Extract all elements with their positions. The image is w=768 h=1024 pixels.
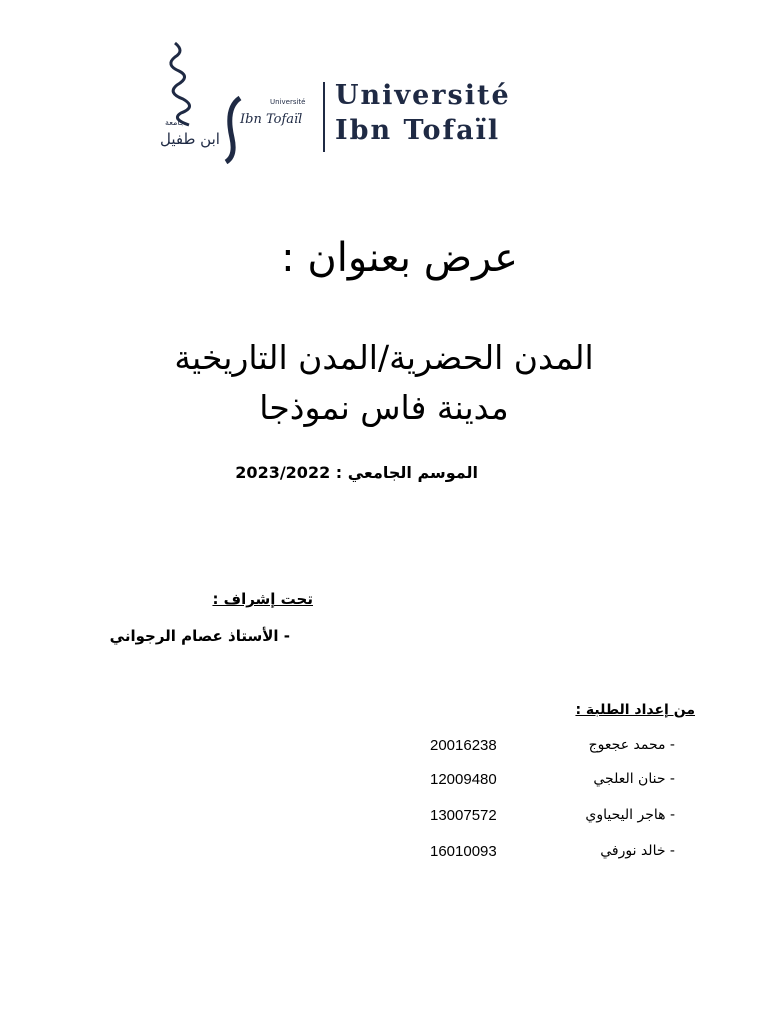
logo-divider [323,82,325,152]
subtitle-line-2: مدينة فاس نموذجا [259,388,509,427]
student-id: 13007572 [430,807,497,824]
subtitle-line-1: المدن الحضرية/المدن التاريخية [174,338,594,377]
student-name: - هاجر اليحياوي [585,807,675,823]
academic-season: الموسم الجامعي : 2023/2022 [235,463,478,482]
student-name: - خالد نورفي [600,843,675,859]
page-title: عرض بعنوان : [281,235,518,281]
students-heading: من إعداد الطلبة : [575,702,695,718]
student-id: 16010093 [430,843,497,860]
student-row [0,771,768,793]
student-name: - حنان العلجي [593,771,675,787]
student-id: 20016238 [430,737,497,754]
logo-latin-small: Université [270,98,306,106]
student-row [0,843,768,865]
university-name-line2: Ibn Tofaïl [335,115,501,146]
logo-arabic-small: جامعة [165,118,185,127]
logo-arabic-text: ابن طفيل [160,130,220,148]
student-id: 12009480 [430,771,497,788]
logo-latin-script: Ibn Tofaïl [240,112,303,127]
student-row [0,807,768,829]
university-name-line1: Université [335,80,511,111]
student-name: - محمد عجعوج [588,737,675,753]
supervisor-name: - الأستاذ عصام الرجواني [109,627,290,645]
supervision-heading: تحت إشراف : [212,590,313,608]
student-row [0,737,768,759]
